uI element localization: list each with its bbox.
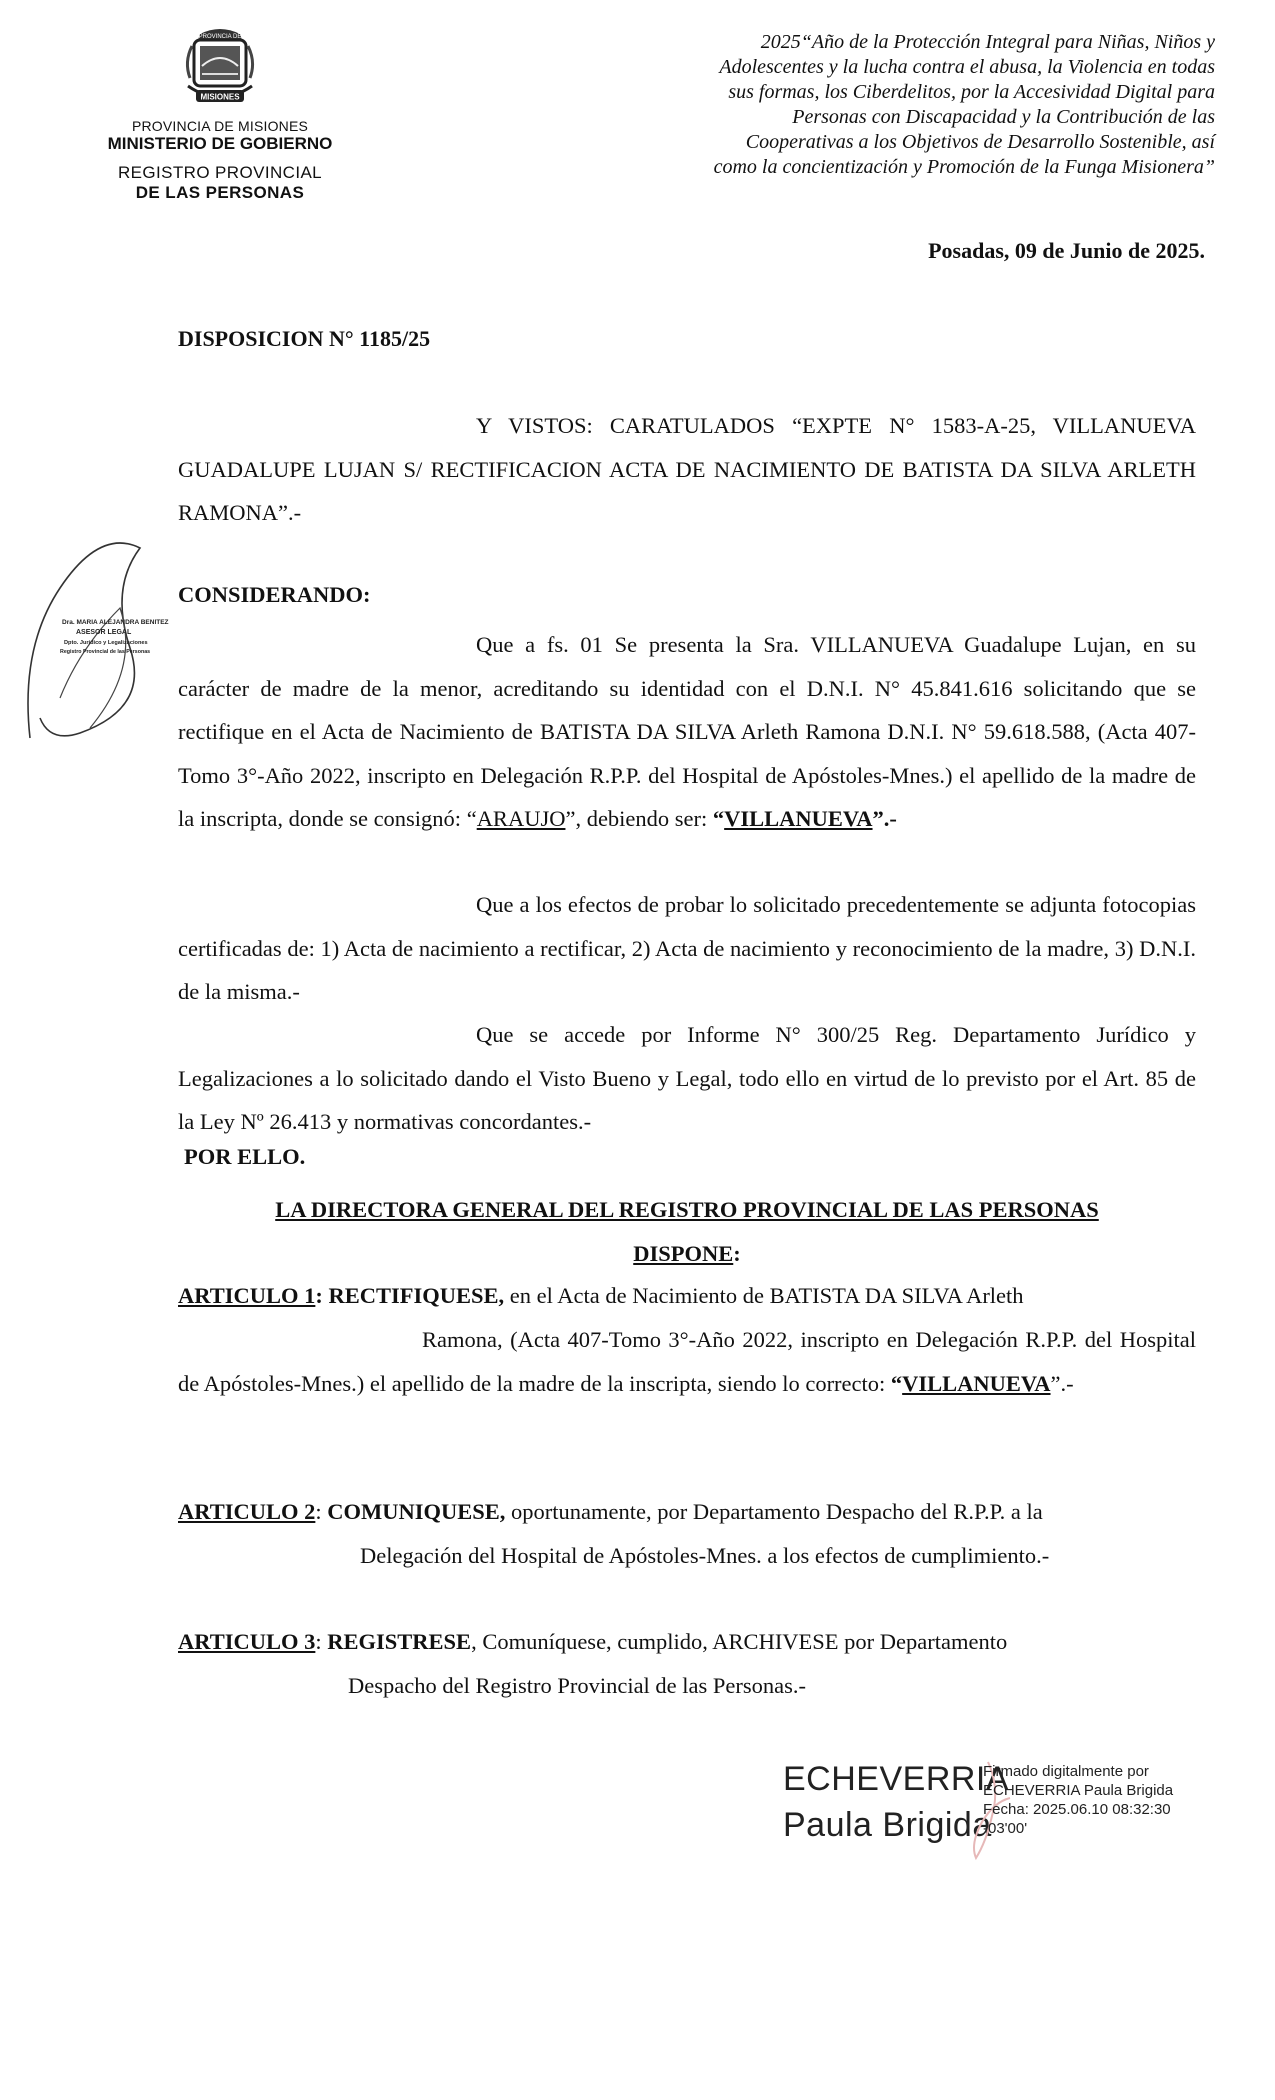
province-emblem-icon <box>170 26 270 112</box>
article-1-text: Ramona, (Acta 407-Tomo 3°-Año 2022, inscripto en Delegación R.P.P. del Hospital de Apóstoles-Mnes.) el apellido de la madre de la inscripta, siendo lo correcto: <box>178 1327 1196 1396</box>
emblem-lettering-bottom: MISIONES <box>200 92 240 102</box>
considerando-text: ”, debiendo ser: <box>565 806 713 831</box>
dispone-word: DISPONE <box>633 1240 734 1266</box>
article-1-text: en el Acta de Nacimiento de BATISTA DA SILVA Arleth <box>504 1283 1024 1308</box>
article-1-correct-surname: VILLANUEVA <box>902 1370 1051 1396</box>
stamp-line: Registro Provincial de las Personas <box>60 649 151 655</box>
article-1-heading <box>178 1274 1196 1318</box>
quote-mark: “ <box>712 806 725 831</box>
quote-mark: “ <box>890 1370 903 1396</box>
motto-line: sus formas, los Ciberdelitos, por la Accesividad Digital para <box>728 81 1215 103</box>
stamp-line: Dra. MARIA ALEJANDRA BENITEZ <box>62 619 169 626</box>
article-colon: : <box>315 1629 328 1654</box>
legal-advisor-stamp <box>20 528 170 748</box>
por-ello-heading: POR ELLO. <box>184 1144 306 1169</box>
article-1-body <box>178 1318 1196 1405</box>
emblem-lettering-top: PROVINCIA DE <box>198 34 242 40</box>
article-colon: : <box>315 1499 328 1524</box>
signature-meta-line: ECHEVERRIA Paula Brigida <box>983 1782 1174 1799</box>
article-2-continuation: Delegación del Hospital de Apóstoles-Mnes. a los efectos de cumplimiento.- <box>360 1543 1050 1568</box>
article-colon: : <box>315 1283 329 1308</box>
year-motto <box>655 30 1215 180</box>
article-1-keyword: RECTIFIQUESE, <box>328 1283 505 1308</box>
motto-line: Adolescentes y la lucha contra el abusa, la Violencia en todas <box>719 56 1215 78</box>
article-2-label: ARTICULO 2 <box>178 1499 316 1524</box>
article-3-keyword: REGISTRESE <box>327 1629 472 1654</box>
stamp-line: ASESOR LEGAL <box>76 629 132 636</box>
disposition-title: DISPOSICION N° 1185/25 <box>178 326 431 351</box>
quote-mark: ”.- <box>1050 1370 1074 1396</box>
considerando-paragraph-2: Que a los efectos de probar lo solicitado precedentemente se adjunta fotocopias certificadas de: 1) Acta de nacimiento a rectificar, 2) Acta de nacimiento y reconocimiento de la madre, 3) D.N.I. de la misma.- <box>178 892 1196 1004</box>
considerando-paragraph-1 <box>178 623 1196 841</box>
province-name: PROVINCIA DE MISIONES <box>131 118 309 134</box>
directora-line: LA DIRECTORA GENERAL DEL REGISTRO PROVINCIAL DE LAS PERSONAS <box>275 1197 1099 1222</box>
article-3-label: ARTICULO 3 <box>178 1629 316 1654</box>
registry-name-line2: DE LAS PERSONAS <box>135 183 305 202</box>
correct-surname: VILLANUEVA <box>724 806 873 831</box>
registry-name-line1: REGISTRO PROVINCIAL <box>117 163 323 182</box>
article-3-heading <box>178 1620 1007 1664</box>
article-2-heading <box>178 1490 1043 1534</box>
ministry-name: MINISTERIO DE GOBIERNO <box>107 134 333 153</box>
motto-line: como la concientización y Promoción de la Funga Misionera” <box>713 156 1215 178</box>
signature-meta-line: Firmado digitalmente por <box>983 1763 1149 1780</box>
article-2-text: oportunamente, por Departamento Despacho del R.P.P. a la <box>505 1499 1043 1524</box>
considerando-paragraph-3: Que se accede por Informe N° 300/25 Reg. Departamento Jurídico y Legalizaciones a lo solicitado dando el Visto Bueno y Legal, todo ello en virtud de lo previsto por el Art. 85 de la Ley Nº 26.413 y normativas concordantes.- <box>178 1022 1196 1134</box>
article-1-label: ARTICULO 1 <box>178 1283 316 1308</box>
signer-surname: ECHEVERRIA <box>783 1760 1010 1798</box>
wrong-surname: ARAUJO <box>476 806 566 831</box>
dispone-colon: : <box>733 1240 741 1266</box>
signature-meta-line: Fecha: 2025.06.10 08:32:30 <box>983 1801 1171 1818</box>
motto-line: Cooperativas a los Objetivos de Desarrollo Sostenible, así <box>745 131 1215 153</box>
institution-header <box>100 26 340 203</box>
vistos-paragraph: Y VISTOS: CARATULADOS “EXPTE N° 1583-A-25, VILLANUEVA GUADALUPE LUJAN S/ RECTIFICACION ACTA DE NACIMIENTO DE BATISTA DA SILVA ARLETH RAMONA”.- <box>178 413 1196 525</box>
motto-line: 2025“Año de la Protección Integral para Niñas, Niños y <box>760 31 1215 53</box>
signature-meta-line: -03'00' <box>983 1820 1028 1837</box>
stamp-line: Dpto. Jurídico y Legalizaciones <box>64 640 148 646</box>
digital-signature-block <box>778 1752 1238 1862</box>
article-3-text: , Comuníquese, cumplido, ARCHIVESE por Departamento <box>471 1629 1008 1654</box>
place-date: Posadas, 09 de Junio de 2025. <box>928 238 1205 263</box>
directora-heading <box>178 1188 1196 1275</box>
article-2-keyword: COMUNIQUESE, <box>327 1499 506 1524</box>
quote-mark: ”.- <box>872 806 897 831</box>
signer-given-names: Paula Brigida <box>783 1806 992 1844</box>
considerando-title: CONSIDERANDO: <box>178 582 371 607</box>
considerando-text: Que a fs. 01 Se presenta la Sra. VILLANUEVA Guadalupe Lujan, en su carácter de madre de la menor, acreditando su identidad con el D.N.I. N° 45.841.616 solicitando que se rectifique en el Acta de Nacimiento de BATISTA DA SILVA Arleth Ramona D.N.I. N° 59.618.588, (Acta 407-Tomo 3°-Año 2022, inscripto en Delegación R.P.P. del Hospital de Apóstoles-Mnes.) el apellido de la madre de la inscripta, donde se consignó: “ <box>178 632 1196 831</box>
article-3-continuation: Despacho del Registro Provincial de las Personas.- <box>348 1673 807 1698</box>
motto-line: Personas con Discapacidad y la Contribución de las <box>792 106 1215 128</box>
signature-metadata <box>983 1762 1173 1838</box>
